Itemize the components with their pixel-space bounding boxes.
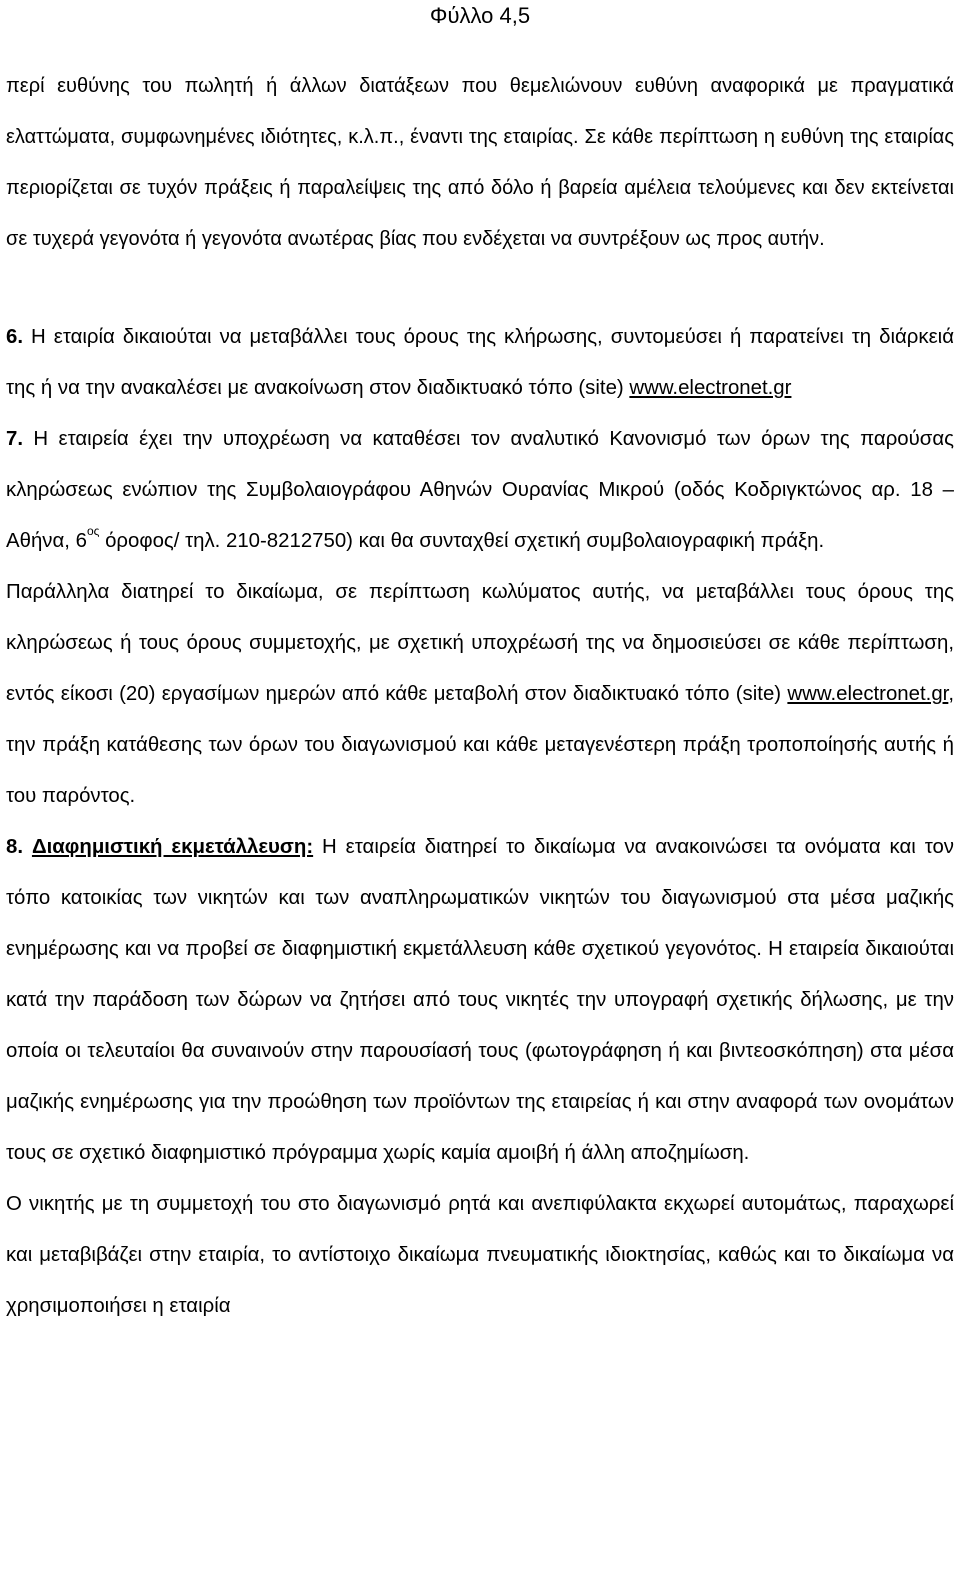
electronet-link-2[interactable]: www.electronet.gr: [787, 683, 949, 705]
section-7-text-before: Η εταιρεία έχει την υποχρέωση να καταθέσει τον αναλυτικό Κανονισμό των όρων της παρούσας κληρώσεως ενώπιον της Συμβολαιογράφου Αθηνών Ουρανίας Μικρού (οδός Κοδριγκτώνος αρ. 18 – Αθήνα, 6: [6, 428, 954, 552]
page-title: Φύλλο 4,5: [429, 3, 531, 28]
electronet-link[interactable]: www.electronet.gr: [629, 377, 792, 399]
section-8-number: 8.: [6, 836, 24, 858]
document-body: [6, 312, 954, 1332]
winner-paragraph: Ο νικητής με τη συμμετοχή του στο διαγωνισμό ρητά και ανεπιφύλακτα εκχωρεί αυτομάτως, παραχωρεί και μεταβιβάζει στην εταιρία, το αντίστοιχο δικαίωμα πνευματικής ιδιοκτησίας, καθώς και το δικαίωμα να χρησιμοποιήσει η εταιρία: [6, 1193, 954, 1317]
ordinal-superscript: ος: [86, 524, 100, 538]
intro-paragraph: [6, 61, 954, 265]
parallel-text-before: Παράλληλα διατηρεί το δικαίωμα, σε περίπτωση κωλύματος αυτής, να μεταβάλλει τους όρους της κληρώσεως ή τους όρους συμμετοχής, με σχετική υποχρέωσή της να δημοσιεύσει σε κάθε περίπτωση, εντός είκοσι (20) εργασίμων ημερών από κάθε μεταβολή στον διαδικτυακό τόπο (site): [6, 581, 954, 705]
section-7-number: 7.: [6, 428, 24, 450]
section-7: [6, 414, 954, 567]
intro-text: περί ευθύνης του πωλητή ή άλλων διατάξεων που θεμελιώνουν ευθύνη αναφορικά με πραγματικά ελαττώματα, συμφωνημένες ιδιότητες, κ.λ.π., έναντι της εταιρίας. Σε κάθε περίπτωση η ευθύνη της εταιρίας περιορίζεται σε τυχόν πράξεις ή παραλείψεις της από δόλο ή βαρεία αμέλεια τελούμενες και δεν εκτείνεται σε τυχερά γεγονότα ή γεγονότα ανωτέρας βίας που ενδέχεται να συντρέξουν ως προς αυτήν.: [6, 75, 954, 250]
section-8: [6, 822, 954, 1179]
section-7-text-after: όροφος/ τηλ. 210-8212750) και θα συνταχθεί σχετική συμβολαιογραφική πράξη.: [99, 530, 825, 552]
section-8-text: Η εταιρεία διατηρεί το δικαίωμα να ανακοινώσει τα ονόματα και τον τόπο κατοικίας των νικητών και των αναπληρωματικών νικητών του διαγωνισμού στα μέσα μαζικής ενημέρωσης και να προβεί σε διαφημιστική εκμετάλλευση κάθε σχετικού γεγονότος. Η εταιρεία δικαιούται κατά την παράδοση των δώρων να ζητήσει από τους νικητές την υπογραφή σχετικής δήλωσης, με την οποία οι τελευταίοι θα συναινούν στην παρουσίασή τους (φωτογράφηση ή και βιντεοσκόπηση) στα μέσα μαζικής ενημέρωσης για την προώθηση των προϊόντων της εταιρείας ή και στην αναφορά των ονομάτων τους σε σχετικό διαφημιστικό πρόγραμμα χωρίς καμία αμοιβή ή άλλη αποζημίωση.: [6, 836, 955, 1164]
section-6-text: Η εταιρία δικαιούται να μεταβάλλει τους όρους της κλήρωσης, συντομεύσει ή παρατείνει τη διάρκειά της ή να την ανακαλέσει με ανακοίνωση στον διαδικτυακό τόπο (site): [6, 326, 955, 399]
section-6: [6, 312, 954, 414]
parallel-text-after: , την πράξη κατάθεσης των όρων του διαγωνισμού και κάθε μεταγενέστερη πράξη τροποποίησής αυτής ή του παρόντος.: [6, 683, 954, 807]
parallel-paragraph: [6, 567, 954, 822]
section-6-number: 6.: [6, 326, 24, 348]
section-8-heading: Διαφημιστική εκμετάλλευση:: [31, 836, 314, 858]
